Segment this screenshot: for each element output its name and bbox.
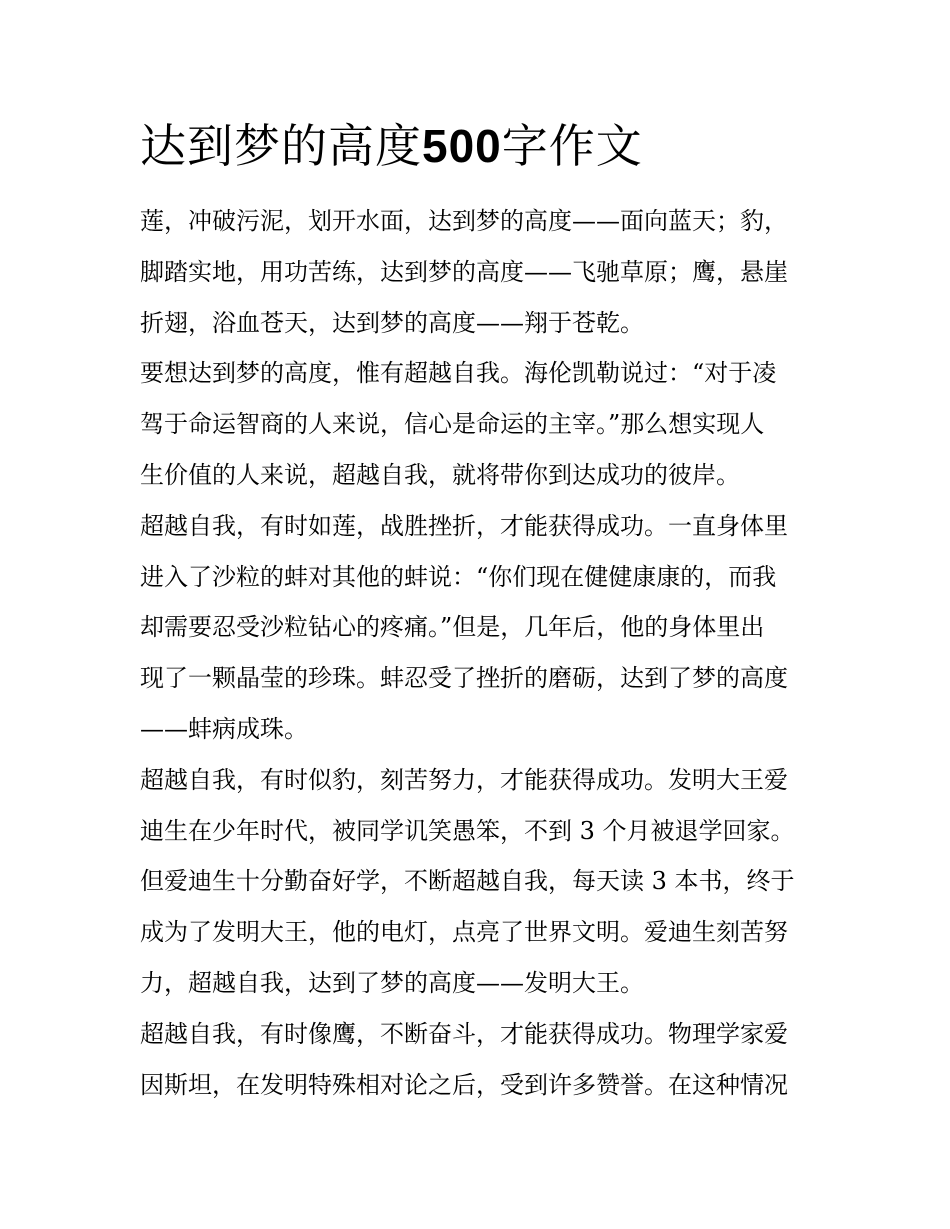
- document-title: [140, 110, 820, 182]
- text-line: 现了一颗晶莹的珍珠。蚌忍受了挫折的磨砺，达到了梦的高度: [140, 664, 788, 693]
- text-line: 莲，冲破污泥，划开水面，达到梦的高度——面向蓝天；豹，: [140, 207, 788, 235]
- title-text-end: 字作文: [501, 119, 643, 173]
- text-line: 迪生在少年时代，被同学讥笑愚笨，不到 3 个月被退学回家。: [140, 816, 795, 845]
- text-line: 因斯坦，在发明特殊相对论之后，受到许多赞誉。在这种情况: [140, 1070, 788, 1099]
- text-line: 生价值的人来说，超越自我，就将带你到达成功的彼岸。: [140, 460, 740, 489]
- text-line: ——蚌病成珠。: [140, 714, 308, 743]
- text-line: 超越自我，有时似豹，刻苦努力，才能获得成功。发明大王爱: [140, 765, 788, 794]
- text-line: 超越自我，有时如莲，战胜挫折，才能获得成功。一直身体里: [140, 511, 788, 540]
- text-line: 力，超越自我，达到了梦的高度——发明大王。: [140, 968, 644, 997]
- text-line: 驾于命运智商的人来说，信心是命运的主宰。”那么想实现人: [140, 410, 765, 439]
- text-line: 但爱迪生十分勤奋好学，不断超越自我，每天读 3 本书，终于: [140, 867, 795, 896]
- text-line: 却需要忍受沙粒钻心的疼痛。”但是，几年后，他的身体里出: [140, 613, 765, 642]
- text-line: 进入了沙粒的蚌对其他的蚌说：“你们现在健健康康的，而我: [140, 562, 777, 591]
- text-line: 要想达到梦的高度，惟有超越自我。海伦凯勒说过：“对于凌: [140, 359, 777, 388]
- title-number: 500: [422, 120, 502, 172]
- text-line: 折翅，浴血苍天，达到梦的高度——翔于苍乾。: [140, 308, 644, 337]
- text-line: 超越自我，有时像鹰，不断奋斗，才能获得成功。物理学家爱: [140, 1019, 788, 1048]
- text-line: 脚踏实地，用功苦练，达到梦的高度——飞驰草原；鹰，悬崖: [140, 257, 788, 286]
- document-body: [140, 196, 820, 1110]
- title-text-start: 达到梦的高度: [140, 119, 422, 173]
- text-line: 成为了发明大王，他的电灯，点亮了世界文明。爱迪生刻苦努: [140, 918, 788, 947]
- document-page: [140, 110, 820, 1110]
